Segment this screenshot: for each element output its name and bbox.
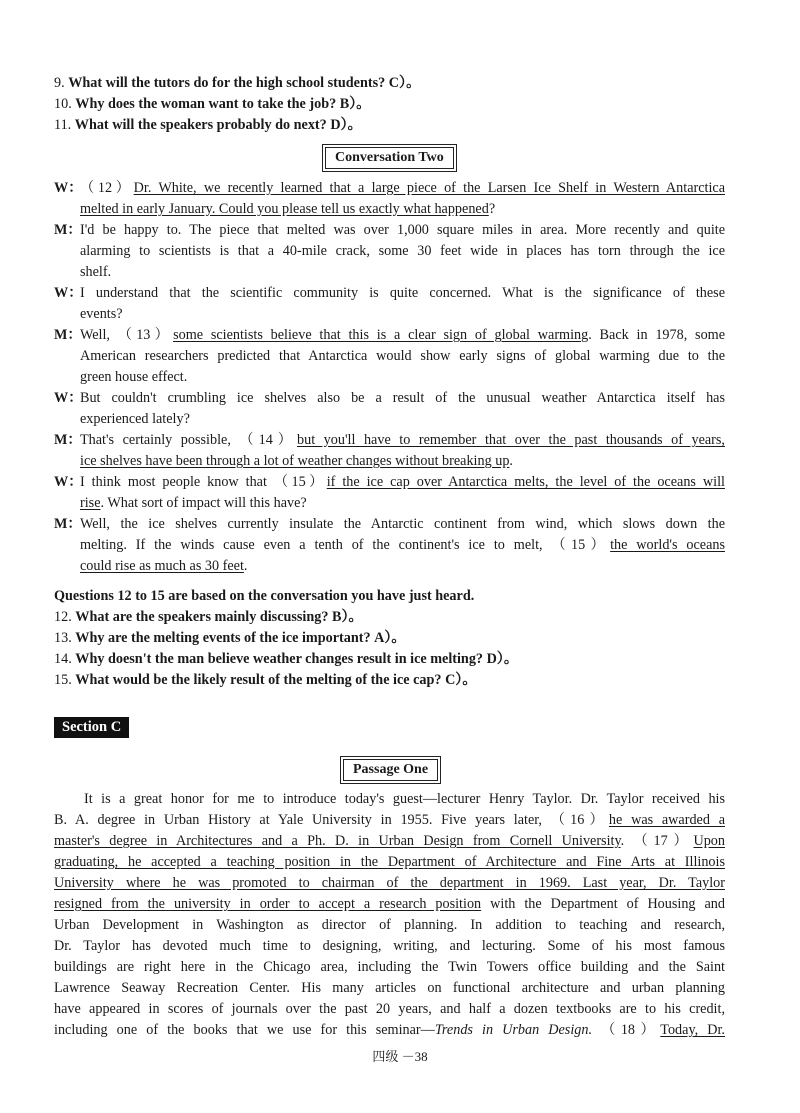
text-run: green house effect. xyxy=(80,369,188,385)
text-line xyxy=(80,199,725,220)
question-number: 13. xyxy=(54,630,72,646)
text-run: Dr. Taylor has devoted much time to designing, writing, and lecturing. Some of his most famous xyxy=(54,938,725,954)
text-run: melting. If the winds cause even a tenth of the continent's ice to melt, （15） xyxy=(80,537,611,553)
text-line xyxy=(54,873,725,894)
text-run: . What sort of impact will this have? xyxy=(100,495,307,511)
text-line xyxy=(54,915,725,936)
question-item xyxy=(54,629,406,647)
question-text: Why does the woman want to take the job? xyxy=(75,96,337,112)
answer-letter: B）。 xyxy=(332,609,363,625)
answer-letter: D）。 xyxy=(330,117,362,133)
text-run: buildings are right here in the Chicago area, including the Twin Towers office building and the Saint xyxy=(54,959,725,975)
text-line xyxy=(80,451,725,472)
text-run: But couldn't crumbling ice shelves also be a result of the unusual weather Antarctica itself has xyxy=(80,390,725,406)
text-run: shelf. xyxy=(80,264,112,280)
utterance xyxy=(80,178,725,220)
question-number: 12. xyxy=(54,609,72,625)
question-item xyxy=(54,671,477,689)
text-line xyxy=(80,367,725,388)
section-c-label: Section C xyxy=(54,717,129,738)
answer-letter: B）。 xyxy=(339,96,371,112)
text-run: Well, the ice shelves currently insulate the Antarctic continent from wind, which slows down the xyxy=(80,516,725,532)
text-line xyxy=(80,241,725,262)
book-title-text: Trends in Urban Design. xyxy=(434,1022,593,1038)
question-item xyxy=(54,95,370,113)
question-text: Why doesn't the man believe weather changes result in ice melting? xyxy=(75,651,484,667)
speaker-label: M： xyxy=(54,432,82,448)
text-line xyxy=(80,472,725,493)
conversation-two-title: Conversation Two xyxy=(325,147,454,169)
text-run: . Back in 1978, some xyxy=(588,327,725,343)
text-line xyxy=(80,346,725,367)
text-line xyxy=(80,325,725,346)
speaker-label: W： xyxy=(54,474,83,490)
text-run: That's certainly possible, （14） xyxy=(80,432,297,448)
question-number: 15. xyxy=(54,672,72,688)
text-line xyxy=(54,894,725,915)
text-run: I think most people know that （15） xyxy=(80,474,327,490)
utterance xyxy=(80,325,725,388)
question-text: What would be the likely result of the melting of the ice cap? xyxy=(75,672,442,688)
question-text: What are the speakers mainly discussing? xyxy=(75,609,329,625)
question-number: 10. xyxy=(54,96,72,112)
answer-letter: D）。 xyxy=(486,651,519,667)
text-run: （18） xyxy=(592,1022,661,1038)
text-run: have appeared in scores of journals over the past 20 years, and half a dozen textbooks are to his credit, xyxy=(54,1001,725,1017)
underlined-answer-text: if the ice cap over Antarctica melts, the level of the oceans will xyxy=(326,474,725,490)
text-line xyxy=(54,999,725,1020)
text-line xyxy=(54,957,725,978)
text-line xyxy=(80,556,725,577)
passage-one-title-box xyxy=(340,756,441,784)
speaker-label: W： xyxy=(54,390,83,406)
answer-letter: A）。 xyxy=(374,630,406,646)
question-item xyxy=(54,116,362,134)
underlined-answer-text: but you'll have to remember that over the past thousands of years, xyxy=(297,432,725,448)
text-line xyxy=(80,283,725,304)
text-line xyxy=(80,409,725,430)
text-run: B. A. degree in Urban History at Yale University in 1955. Five years later, （16） xyxy=(54,812,609,828)
utterance xyxy=(80,220,725,283)
question-number: 14. xyxy=(54,651,72,667)
text-run: It is a great honor for me to introduce today's guest—lecturer Henry Taylor. Dr. Taylor received his xyxy=(84,791,725,807)
text-line xyxy=(80,262,725,283)
underlined-answer-text: Upon xyxy=(693,833,725,849)
speaker-label: W： xyxy=(54,180,83,196)
utterance xyxy=(80,283,725,325)
text-line xyxy=(80,493,725,514)
question-number: 9. xyxy=(54,75,65,91)
underlined-answer-text: master's degree in Architectures and a Ph. D. in Urban Design from Cornell University xyxy=(54,833,621,849)
speaker-label: M： xyxy=(54,327,82,343)
utterance xyxy=(80,430,725,472)
question-item xyxy=(54,74,420,92)
text-line xyxy=(80,220,725,241)
text-line xyxy=(54,978,725,999)
text-run: Lawrence Seaway Recreation Center. His many articles on functional architecture and urban planning xyxy=(54,980,725,996)
page-footer: 四级 －38 xyxy=(372,1049,428,1064)
text-run: experienced lately? xyxy=(80,411,190,427)
underlined-answer-text: melted in early January. Could you please tell us exactly what happened xyxy=(80,201,489,217)
text-run: Well, （13） xyxy=(80,327,174,343)
text-line xyxy=(54,789,725,810)
text-line xyxy=(54,1020,725,1041)
underlined-answer-text: rise xyxy=(80,495,101,511)
text-run: ? xyxy=(488,201,496,217)
text-line xyxy=(54,936,725,957)
text-run: American researchers predicted that Antarctica would show early signs of global warming due to the xyxy=(80,348,725,364)
speaker-label: M： xyxy=(54,516,82,532)
text-line xyxy=(80,304,725,325)
underlined-answer-text: University where he was promoted to chairman of the department in 1969. Last year, Dr. Taylor xyxy=(54,875,725,891)
text-line xyxy=(54,810,725,831)
utterance xyxy=(80,388,725,430)
underlined-answer-text: resigned from the university in order to accept a research position xyxy=(54,896,482,912)
question-number: 11. xyxy=(54,117,72,133)
text-run: events? xyxy=(80,306,123,322)
text-run: . （17） xyxy=(620,833,694,849)
text-run: I'd be happy to. The piece that melted was over 1,000 square miles in area. More recently and quite xyxy=(80,222,725,238)
speaker-label: M： xyxy=(54,222,82,238)
underlined-answer-text: Today, Dr. xyxy=(660,1022,725,1038)
conversation-two-title-box xyxy=(322,144,457,172)
text-line xyxy=(54,831,725,852)
utterance xyxy=(80,514,725,577)
question-item xyxy=(54,608,363,626)
text-run: alarming to scientists is that a 40-mile crack, some 30 feet wide in places has torn through the ice xyxy=(80,243,725,259)
passage-one-title: Passage One xyxy=(343,759,438,781)
underlined-answer-text: ice shelves have been through a lot of weather changes without breaking up xyxy=(80,453,510,469)
text-line xyxy=(54,852,725,873)
text-run: Urban Development in Washington as director of planning. In addition to teaching and research, xyxy=(54,917,725,933)
text-run: I understand that the scientific community is quite concerned. What is the significance of these xyxy=(80,285,725,301)
text-line xyxy=(80,178,725,199)
text-run: . xyxy=(509,453,513,469)
text-run: including one of the books that we use for this seminar— xyxy=(54,1022,435,1038)
answer-letter: C）。 xyxy=(388,75,421,91)
underlined-answer-text: some scientists believe that this is a clear sign of global warming xyxy=(173,327,589,343)
speaker-label: W： xyxy=(54,285,83,301)
underlined-answer-text: could rise as much as 30 feet xyxy=(80,558,244,574)
utterance xyxy=(80,472,725,514)
underlined-answer-text: the world's oceans xyxy=(610,537,725,553)
question-item xyxy=(54,650,518,668)
text-run: . xyxy=(243,558,248,574)
question-text: What will the tutors do for the high school students? xyxy=(68,75,386,91)
underlined-answer-text: he was awarded a xyxy=(608,812,725,828)
question-text: Why are the melting events of the ice important? xyxy=(75,630,371,646)
text-run: with the Department of Housing and xyxy=(481,896,725,912)
text-line xyxy=(80,388,725,409)
text-line xyxy=(80,430,725,451)
passage-one-body xyxy=(54,789,725,1041)
text-line xyxy=(80,514,725,535)
questions-heading: Questions 12 to 15 are based on the conversation you have just heard. xyxy=(54,588,475,604)
text-run: （12） xyxy=(80,180,134,196)
answer-letter: C）。 xyxy=(445,672,477,688)
underlined-answer-text: Dr. White, we recently learned that a large piece of the Larsen Ice Shelf in Western Antarctica xyxy=(133,180,725,196)
question-text: What will the speakers probably do next? xyxy=(74,117,327,133)
underlined-answer-text: graduating, he accepted a teaching position in the Department of Architecture and Fine Arts at Illinois xyxy=(54,854,725,870)
text-line xyxy=(80,535,725,556)
